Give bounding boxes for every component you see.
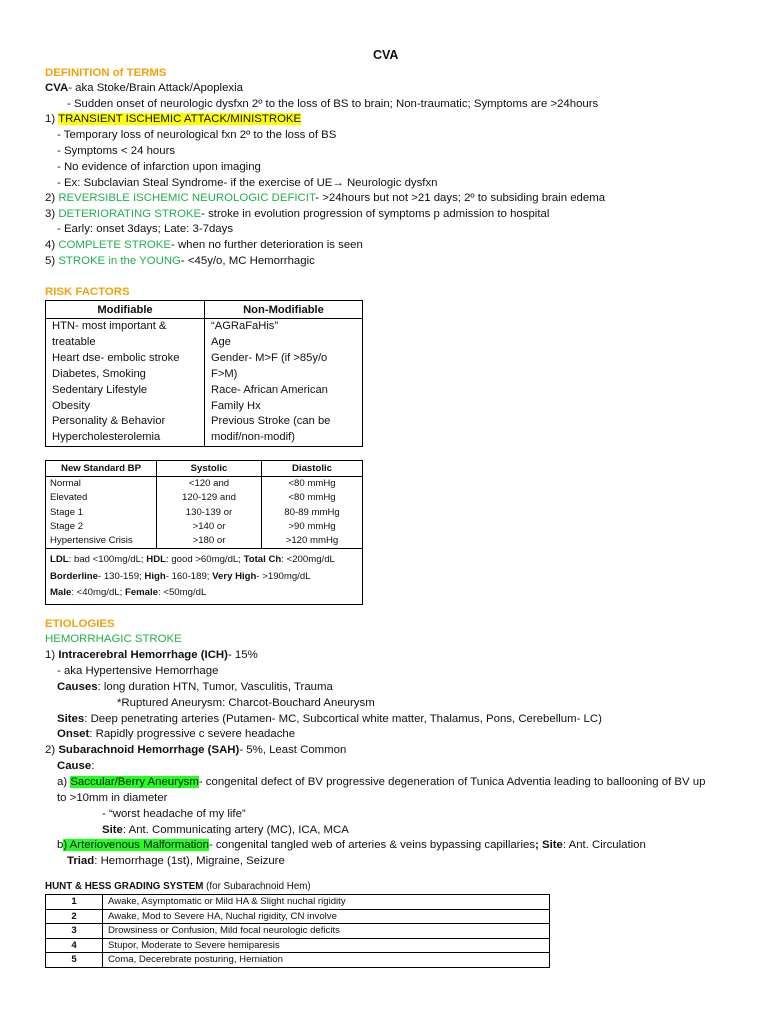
grade-description: Stupor, Moderate to Severe hemiparesis [103,938,550,953]
bp-diastolic: <80 mmHg [262,477,363,492]
complete-line [45,238,363,253]
rind-number: 2) [45,192,56,204]
hunt-hess-heading [45,879,311,894]
risk-col-modifiable: Modifiable [46,301,205,319]
tia-term: TRANSIENT ISCHEMIC ATTACK/MINISTROKE [58,113,302,125]
table-row [46,953,550,968]
etiologies-heading: ETIOLOGIES [45,618,115,630]
table-row [46,319,363,335]
total-ch-value: : <200mg/dL [281,554,335,566]
sites-label: Sites [57,713,85,725]
saccular-site [102,823,349,838]
risk-col-nonmodifiable: Non-Modifiable [205,301,363,319]
onset-label: Onset [57,728,90,740]
female-label: Female [124,586,159,598]
modifiable-cell: Personality & Behavior [46,414,205,430]
ich-term: Intracerebral Hemorrhage (ICH) [58,649,228,661]
table-row [46,909,550,924]
bp-header-systolic: Systolic [157,461,262,477]
worst-headache: - “worst headache of my life” [102,808,246,820]
young-term: STROKE in the YOUNG [58,255,181,267]
ich-percent: - 15% [227,649,258,661]
causes-text: : long duration HTN, Tumor, Vasculitis, Trauma [97,681,333,693]
bp-diastolic: <80 mmHg [262,491,363,505]
table-row [46,895,550,910]
table-row [46,491,363,505]
bp-category: Stage 2 [46,520,157,534]
cause-colon: : [91,760,95,772]
young-line [45,254,315,269]
bp-diastolic: >90 mmHg [262,520,363,534]
avm-site-label: ; Site [535,839,563,851]
male-label: Male [50,586,72,598]
bp-table [45,460,363,605]
tia-number: 1) [45,113,56,125]
lipid-line-2 [50,569,358,585]
table-row [46,477,363,492]
bp-systolic: 120-129 and [157,491,262,505]
modifiable-cell: Obesity [46,399,205,415]
table-row [46,534,363,549]
hunt-hess-title: HUNT & HESS GRADING SYSTEM [45,881,204,892]
lipid-cell [46,549,363,605]
modifiable-cell: Heart dse- embolic stroke [46,351,205,367]
grade-number: 4 [46,938,103,953]
cva-detail: - Sudden onset of neurologic dysfxn 2º to the loss of BS to brain; Non-traumatic; Symptoms are >24hours [67,98,599,110]
cva-aka: - aka Stoke/Brain Attack/Apoplexia [68,82,243,94]
table-row [46,414,363,430]
bp-systolic: 130-139 or [157,506,262,520]
table-row [46,351,363,367]
avm-site-text: : Ant. Circulation [562,839,646,851]
table-row [46,506,363,520]
ich-number: 1) [45,649,56,661]
lipid-line-3 [50,585,358,601]
rind-term: REVERSIBLE ISCHEMIC NEUROLOGIC DEFICIT [58,192,316,204]
nonmodifiable-cell: F>M) [205,367,363,383]
nonmodifiable-cell: Previous Stroke (can be [205,414,363,430]
high-value: - 160-189; [165,570,213,582]
male-value: : <40mg/dL; [71,586,125,598]
lipid-row [46,549,363,605]
grade-description: Awake, Mod to Severe HA, Nuchal rigidity, CN involve [103,909,550,924]
cva-term: CVA [45,82,69,94]
modifiable-cell: Hypercholesterolemia [46,430,205,446]
det-sub: - Early: onset 3days; Late: 3-7days [57,223,234,235]
very-high-value: - >190mg/dL [256,570,311,582]
table-row [46,367,363,383]
saccular-text: - congenital defect of BV progressive degeneration of Tunica Adventia leading to ballooning of BV up [198,776,706,788]
ich-line [45,648,258,663]
grade-description: Drowsiness or Confusion, Mild focal neurologic deficits [103,924,550,939]
triad-label: Triad [67,855,95,867]
det-number: 3) [45,208,56,220]
bp-diastolic: 80-89 mmHg [262,506,363,520]
rind-line [45,191,605,206]
modifiable-cell: Diabetes, Smoking [46,367,205,383]
comp-number: 4) [45,239,56,251]
hemorrhagic-heading: HEMORRHAGIC STROKE [45,633,182,645]
ich-causes [57,680,333,695]
sah-term: Subarachnoid Hemorrhage (SAH) [58,744,240,756]
nonmodifiable-cell: Race- African American [205,383,363,399]
saccular-text-cont: to >10mm in diameter [57,792,168,804]
grade-description: Coma, Decerebrate posturing, Herniation [103,953,550,968]
cva-definition [45,81,243,96]
young-detail: - <45y/o, MC Hemorrhagic [180,255,315,267]
onset-text: : Rapidly progressive c severe headache [89,728,296,740]
bp-diastolic: >120 mmHg [262,534,363,549]
grade-description: Awake, Asymptomatic or Mild HA & Slight nuchal rigidity [103,895,550,910]
comp-term: COMPLETE STROKE [58,239,171,251]
table-row [46,520,363,534]
table-row [46,335,363,351]
total-ch-label: Total Ch [243,554,282,566]
site-text: : Ant. Communicating artery (MC), ICA, MCA [122,824,349,836]
very-high-label: Very High [212,570,257,582]
causes-label: Causes [57,681,98,693]
bp-category: Normal [46,477,157,492]
hdl-value: : good >60mg/dL; [165,554,244,566]
grade-number: 3 [46,924,103,939]
bp-systolic: >140 or [157,520,262,534]
nonmodifiable-cell: “AGRaFaHis” [205,319,363,335]
sah-cause [57,759,94,774]
page-title: CVA [373,48,399,62]
a-label: a) [57,776,68,788]
bp-category: Elevated [46,491,157,505]
tia-line [45,112,301,127]
hunt-hess-note: (for Subarachnoid Hem) [206,881,311,892]
tia-point: - Temporary loss of neurological fxn 2º to the loss of BS [57,129,337,141]
avm-line [57,838,646,853]
bp-category: Hypertensive Crisis [46,534,157,549]
borderline-label: Borderline [50,570,98,582]
hunt-hess-table [45,894,550,968]
tia-point: - Ex: Subclavian Steal Syndrome- if the exercise of UE→ Neurologic dysfxn [57,177,438,189]
comp-detail: - when no further deterioration is seen [170,239,363,251]
ruptured-aneurysm: *Ruptured Aneurysm: Charcot-Bouchard Aneurysm [117,697,375,709]
ich-aka: - aka Hypertensive Hemorrhage [57,665,219,677]
table-row [46,938,550,953]
tia-point: - No evidence of infarction upon imaging [57,161,261,173]
sah-line [45,743,346,758]
ldl-value: : bad <100mg/dL; [68,554,147,566]
nonmodifiable-cell: Family Hx [205,399,363,415]
det-detail: - stroke in evolution progression of symptoms p admission to hospital [201,208,550,220]
tia-point: - Symptoms < 24 hours [57,145,176,157]
deteriorating-line [45,207,549,222]
high-label: High [144,570,166,582]
nonmodifiable-cell: modif/non-modif) [205,430,363,446]
modifiable-cell: Sedentary Lifestyle [46,383,205,399]
sah-number: 2) [45,744,56,756]
bp-category: Stage 1 [46,506,157,520]
modifiable-cell: treatable [46,335,205,351]
b-label: b [57,839,64,851]
grade-number: 2 [46,909,103,924]
bp-header-diastolic: Diastolic [262,461,363,477]
avm-term: ) Arteriovenous Malformation [63,839,209,851]
borderline-value: - 130-159; [97,570,145,582]
risk-factors-table [45,300,363,447]
grade-number: 1 [46,895,103,910]
triad-text: : Hemorrhage (1st), Migraine, Seizure [94,855,285,867]
triad-line [67,854,285,869]
sites-text: : Deep penetrating arteries (Putamen- MC, Subcortical white matter, Thalamus, Pons, Cerebellum- LC) [84,713,602,725]
grade-number: 5 [46,953,103,968]
nonmodifiable-cell: Age [205,335,363,351]
modifiable-cell: HTN- most important & [46,319,205,335]
ich-sites [57,712,602,727]
table-row [46,924,550,939]
site-label: Site [102,824,123,836]
table-row [46,383,363,399]
bp-header-category: New Standard BP [46,461,157,477]
nonmodifiable-cell: Gender- M>F (if >85y/o [205,351,363,367]
bp-systolic: <120 and [157,477,262,492]
ldl-label: LDL [50,554,69,566]
rind-detail: - >24hours but not >21 days; 2º to subsiding brain edema [315,192,606,204]
young-number: 5) [45,255,56,267]
hdl-label: HDL [146,554,166,566]
det-term: DETERIORATING STROKE [58,208,202,220]
bp-systolic: >180 or [157,534,262,549]
cause-label: Cause [57,760,92,772]
lipid-line-1 [50,552,358,568]
table-row [46,399,363,415]
ich-onset [57,727,295,742]
risk-heading: RISK FACTORS [45,286,130,298]
saccular-line [57,775,705,790]
female-value: : <50mg/dL [158,586,207,598]
avm-text: - congenital tangled web of arteries & veins bypassing capillaries [208,839,536,851]
saccular-term: Saccular/Berry Aneurysm [70,776,199,788]
sah-percent: - 5%, Least Common [239,744,347,756]
definition-heading: DEFINITION of TERMS [45,67,167,79]
table-row [46,430,363,446]
